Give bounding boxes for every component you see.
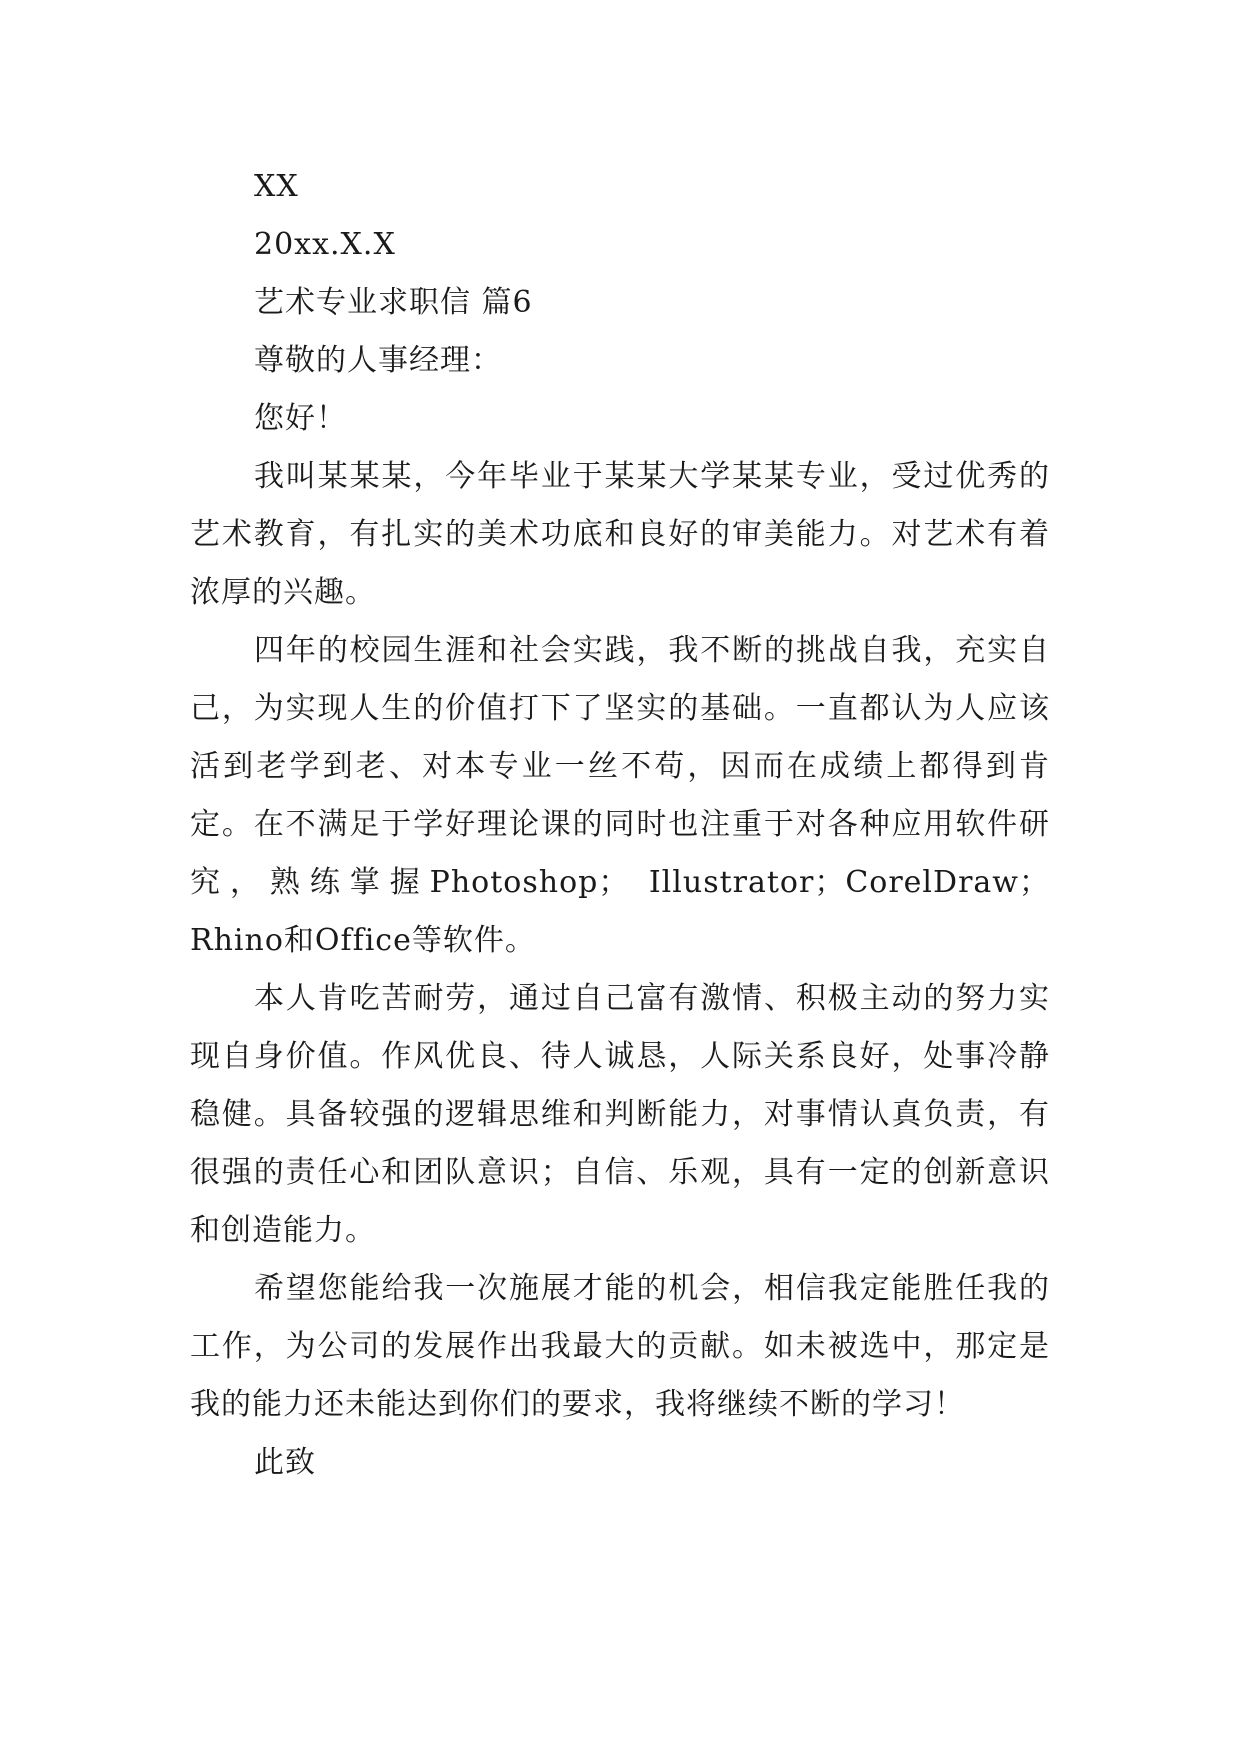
salutation: 尊敬的人事经理： <box>254 343 502 378</box>
greeting: 您好！ <box>254 401 347 436</box>
closing: 此致 <box>254 1445 316 1480</box>
signature-name: XX <box>254 169 299 204</box>
section-title: 艺术专业求职信 篇6 <box>254 285 533 320</box>
letter-body <box>190 158 1050 1492</box>
signature-date: 20xx.X.X <box>254 227 396 262</box>
paragraph-personality: 本人肯吃苦耐劳，通过自己富有激情、积极主动的努力实现自身价值。作风优良、待人诚恳，人际关系良好，处事冷静稳健。具备较强的逻辑思维和判断能力，对事情认真负责，有很强的责任心和团队意识；自信、乐观，具有一定的创新意识和创造能力。 <box>190 981 1050 1248</box>
paragraph-experience: 四年的校园生涯和社会实践，我不断的挑战自我，充实自己，为实现人生的价值打下了坚实的基础。一直都认为人应该活到老学到老、对本专业一丝不苟，因而在成绩上都得到肯定。在不满足于学好理论课的同时也注重于对各种应用软件研究，熟练掌握Photoshop； Illustrator；CorelDraw；Rhino和Office等软件。 <box>190 633 1050 958</box>
paragraph-introduction: 我叫某某某，今年毕业于某某大学某某专业，受过优秀的艺术教育，有扎实的美术功底和良好的审美能力。对艺术有着浓厚的兴趣。 <box>190 459 1050 610</box>
paragraph-request: 希望您能给我一次施展才能的机会，相信我定能胜任我的工作，为公司的发展作出我最大的贡献。如未被选中，那定是我的能力还未能达到你们的要求，我将继续不断的学习！ <box>190 1271 1050 1422</box>
